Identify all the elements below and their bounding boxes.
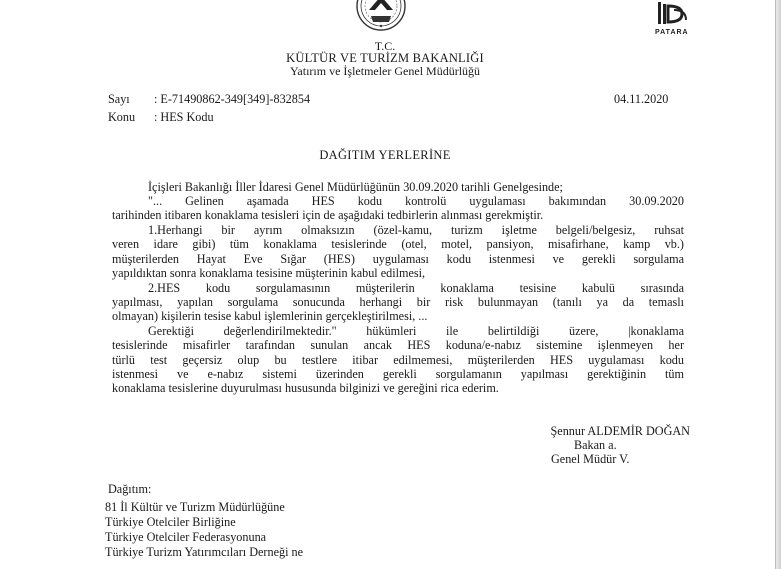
page-title: DAĞITIM YERLERİNE (319, 148, 451, 162)
body-line: tarihinden itibaren konaklama tesisleri için de aşağıdaki tedbirlerin alınması gerekmiştir. (112, 208, 544, 222)
body-line: Gerektiği değerlendirilmektedir." hükümleri ile belirtildiği üzere, |konaklama (148, 324, 684, 338)
konu-label: Konu (108, 110, 136, 124)
ministry-emblem-icon (356, 0, 406, 32)
body-line: türlü test geçersiz olup bu testlere itibar edilmemesi, müşterilerden HES uygulaması kodu (112, 353, 684, 367)
directorate-name: Yatırım ve İşletmeler Genel Müdürlüğü (289, 64, 481, 78)
distribution-item: Türkiye Otelciler Federasyonuna (105, 530, 267, 544)
body-line: müşterilerden Hayat Eve Sığar (HES) uygulaması kodu istenmesi ve gerekli sorgulama (112, 252, 684, 266)
body-line: 2.HES kodu sorgulamasının müşterilerin konaklama tesisine kabulü sırasında (148, 281, 684, 295)
ministry-name: KÜLTÜR VE TURİZM BAKANLIĞI (286, 51, 484, 65)
body-line: istenmesi ve e-nabız sistemi üzerinden gerekli sorgulamanın yapılması gerektiğinin tüm (112, 367, 684, 381)
body-line: tesislerinde misafirler tarafından sunulan ancak HES koduna/e-nabız sistemine işlenmeyen her (112, 338, 684, 352)
konu-value: : HES Kodu (154, 110, 214, 124)
sayi-value: : E-71490862-349[349]-832854 (154, 92, 311, 106)
distribution-item: Türkiye Turizm Yatırımcıları Derneği ne (105, 545, 304, 559)
patara-label: PATARA (655, 29, 689, 36)
body-line: yapılması, yapılan sorgulama sonucunda herhangi bir risk bulunmayan (tanılı ya da temaslı (112, 295, 684, 309)
body-line: veren idare gibi) tüm konaklama tesislerinde (otel, motel, pansiyon, misafirhane, kamp vb.) (112, 237, 684, 251)
body-line: 1.Herhangi bir ayrım olmaksızın (özel-kamu, turizm işletme belgeli/belgesiz, ruhsat (148, 223, 684, 237)
body-line: olmayan) kişilerin tesise kabul işlemlerinin gerçekleştirilmesi, ... (112, 309, 428, 323)
body-line: yapıldıktan sonra konaklama tesisine müşterinin kabul edilmesi, (112, 266, 426, 280)
signature-title: Genel Müdür V. (551, 452, 630, 466)
body-line: "... Gelinen aşamada HES kodu kontrolü uygulaması bakımından 30.09.2020 (148, 194, 684, 208)
body-line: konaklama tesislerine duyurulması hususunda bilginizi ve gereğini rica ederim. (112, 381, 499, 395)
window-right-edge (775, 0, 781, 569)
signature-name: Şennur ALDEMİR DOĞAN (550, 424, 690, 438)
signature-title: Bakan a. (574, 438, 617, 452)
distribution-item: Türkiye Otelciler Birliğine (105, 515, 236, 529)
document-date: 04.11.2020 (614, 92, 669, 106)
body-line: İçişleri Bakanlığı İller İdaresi Genel Müdürlüğünün 30.09.2020 tarihli Genelgesinde; (148, 180, 563, 194)
distribution-label: Dağıtım: (108, 482, 152, 496)
sayi-label: Sayı (108, 92, 130, 106)
distribution-item: 81 İl Kültür ve Turizm Müdürlüğüne (105, 500, 285, 514)
header-tc: T.C. (374, 39, 396, 53)
